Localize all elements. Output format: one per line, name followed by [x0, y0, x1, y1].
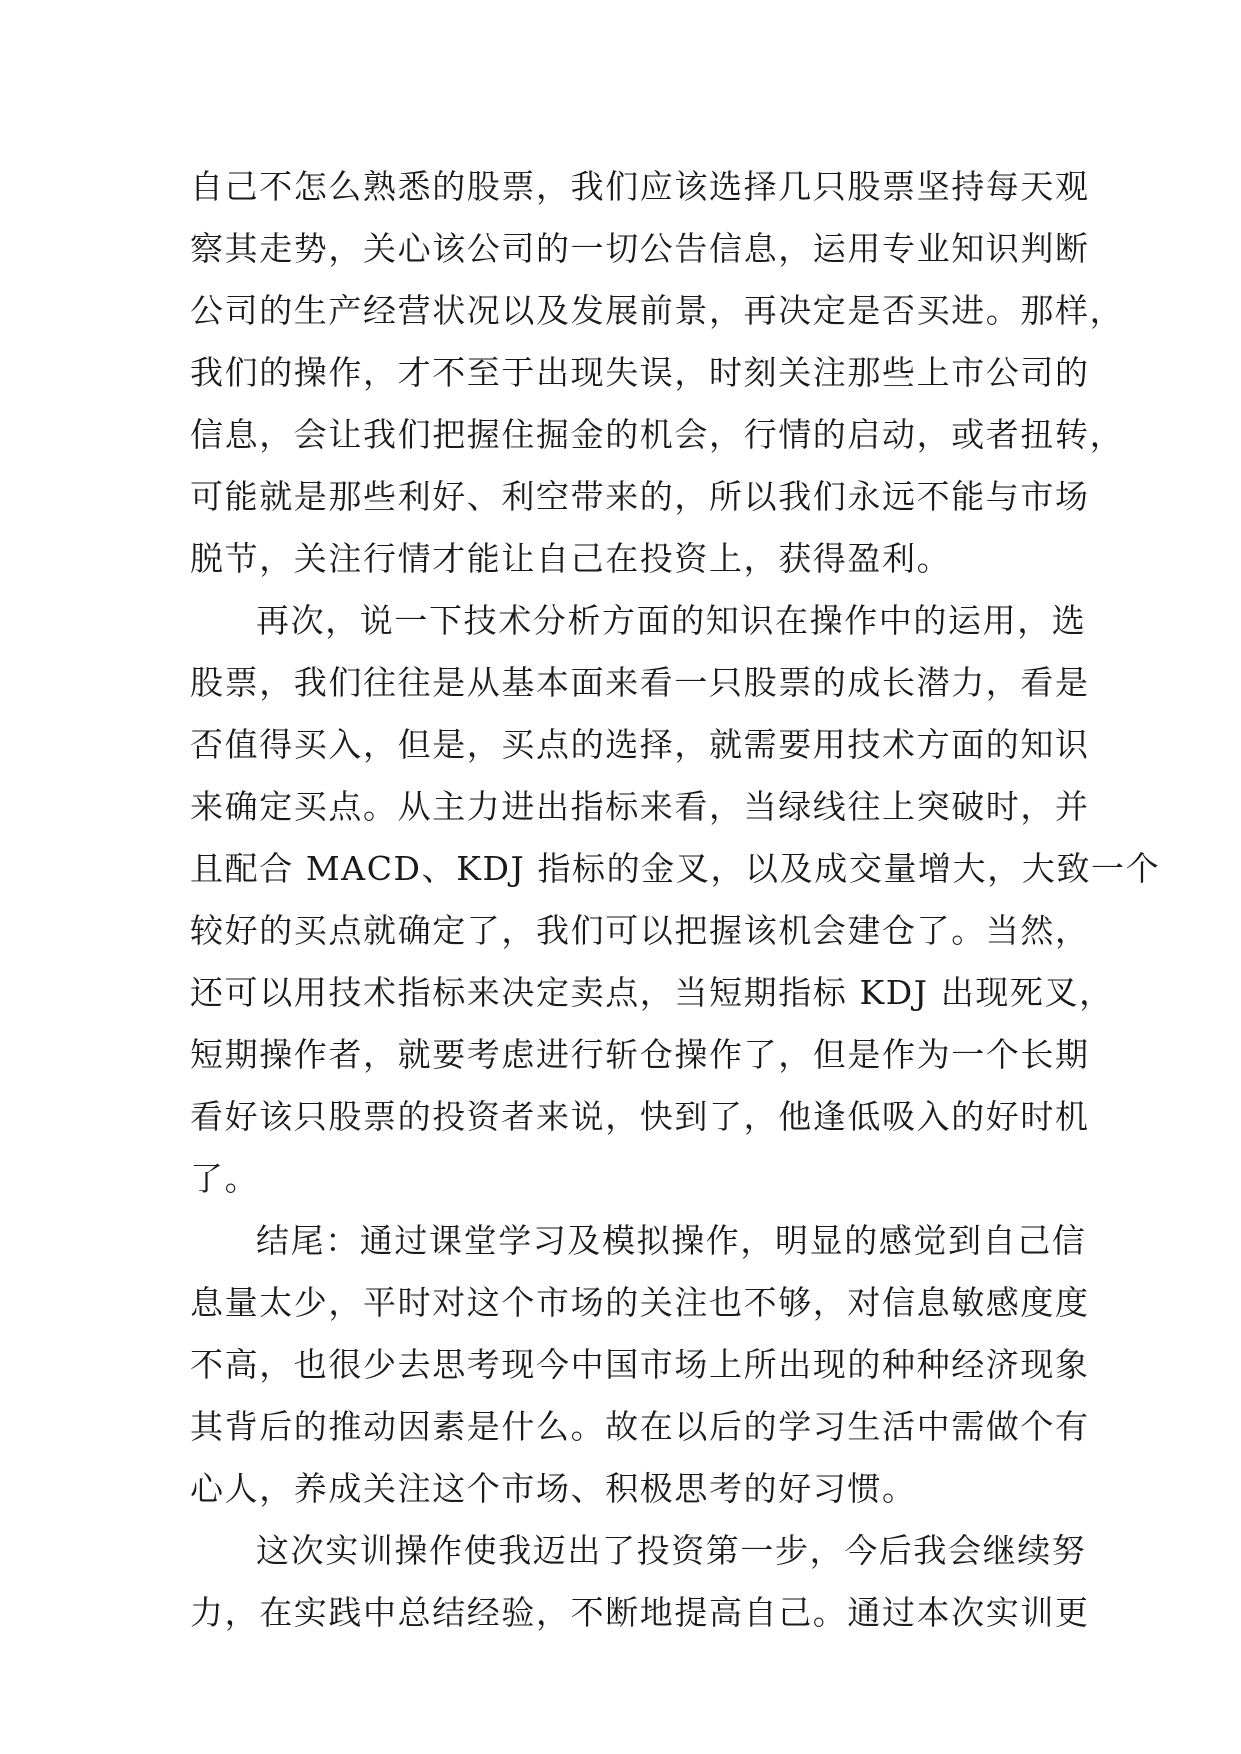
text-line: 不高，也很少去思考现今中国市场上所出现的种种经济现象 [190, 1345, 1090, 1384]
text-line: 否值得买入，但是，买点的选择，就需要用技术方面的知识 [190, 725, 1090, 764]
text-line: 且配合 MACD、KDJ 指标的金叉，以及成交量增大，大致一个 [190, 849, 1161, 888]
text-line: 公司的生产经营状况以及发展前景，再决定是否买进。那样， [190, 291, 1125, 330]
text-line: 可能就是那些利好、利空带来的，所以我们永远不能与市场 [190, 477, 1090, 516]
text-line: 其背后的推动因素是什么。故在以后的学习生活中需做个有 [190, 1407, 1090, 1446]
text-line: 息量太少，平时对这个市场的关注也不够，对信息敏感度度 [190, 1283, 1090, 1322]
text-line: 看好该只股票的投资者来说，快到了，他逢低吸入的好时机 [190, 1097, 1090, 1136]
text-line: 自己不怎么熟悉的股票，我们应该选择几只股票坚持每天观 [190, 167, 1090, 206]
text-line: 力，在实践中总结经验，不断地提高自己。通过本次实训更 [190, 1593, 1090, 1632]
paragraph-first-line: 结尾：通过课堂学习及模拟操作，明显的感觉到自己信 [256, 1221, 1087, 1260]
text-line: 了。 [190, 1159, 260, 1198]
text-line: 心人，养成关注这个市场、积极思考的好习惯。 [190, 1469, 917, 1508]
paragraph-first-line: 再次，说一下技术分析方面的知识在操作中的运用，选 [256, 601, 1087, 640]
text-line: 察其走势，关心该公司的一切公告信息，运用专业知识判断 [190, 229, 1090, 268]
text-line: 较好的买点就确定了，我们可以把握该机会建仓了。当然， [190, 911, 1090, 950]
text-line: 还可以用技术指标来决定卖点，当短期指标 KDJ 出现死叉， [190, 973, 1114, 1012]
body-text [190, 156, 1161, 1644]
text-line: 脱节，关注行情才能让自己在投资上，获得盈利。 [190, 539, 952, 578]
text-line: 来确定买点。从主力进出指标来看，当绿线往上突破时，并 [190, 787, 1090, 826]
text-line: 信息，会让我们把握住掘金的机会，行情的启动，或者扭转， [190, 415, 1125, 454]
text-line: 我们的操作，才不至于出现失误，时刻关注那些上市公司的 [190, 353, 1090, 392]
text-line: 短期操作者，就要考虑进行斩仓操作了，但是作为一个长期 [190, 1035, 1090, 1074]
text-line: 股票，我们往往是从基本面来看一只股票的成长潜力，看是 [190, 663, 1090, 702]
paragraph-first-line: 这次实训操作使我迈出了投资第一步，今后我会继续努 [256, 1531, 1087, 1570]
